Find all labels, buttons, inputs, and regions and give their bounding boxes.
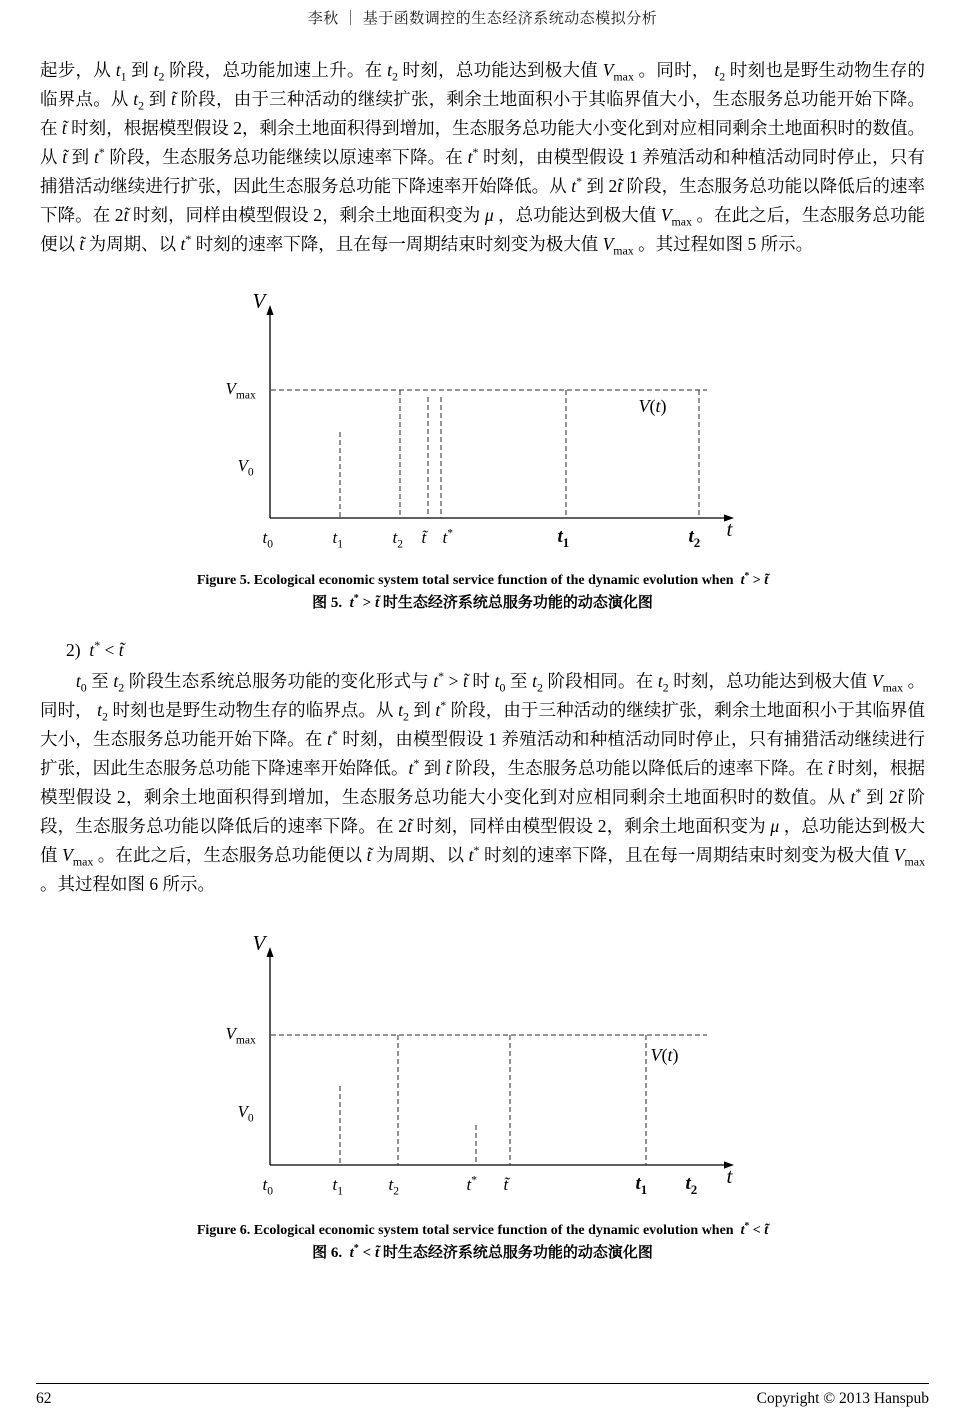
copyright: Copyright © 2013 Hanspub xyxy=(756,1390,929,1407)
figure-5 xyxy=(223,289,743,561)
figure-5-plot xyxy=(223,293,743,561)
vmax-label: $V_{max}$ xyxy=(225,379,256,402)
page-number: 62 xyxy=(36,1390,52,1407)
tick-t0: $t_0$ xyxy=(262,1175,274,1198)
v0-label: $V_0$ xyxy=(237,456,254,479)
tick-second-t2: $t_2$ xyxy=(685,1173,698,1197)
x-axis-label: t xyxy=(726,517,733,541)
y-axis-label: V xyxy=(252,931,266,955)
curve-label: V(t) xyxy=(650,1045,679,1065)
figure-5-caption-en: Figure 5. Ecological economic system total service function of the dynamic evolution when t* > t̃ xyxy=(196,571,769,588)
y-axis-arrow xyxy=(266,305,273,315)
x-axis-label: t xyxy=(726,1164,733,1188)
page-footer xyxy=(36,1383,929,1408)
tick-second-t1: $t_1$ xyxy=(557,526,570,550)
tick-t0: $t_0$ xyxy=(262,528,274,551)
figure-6 xyxy=(223,931,743,1211)
tick-t2: $t_2$ xyxy=(392,528,404,551)
tick-t1: $t_1$ xyxy=(332,1175,344,1198)
tick-t2: $t_2$ xyxy=(388,1175,400,1198)
tick-second-t2: $t_2$ xyxy=(688,526,701,550)
v0-label: $V_0$ xyxy=(237,1102,254,1125)
tick-tstar: t* xyxy=(466,1173,478,1194)
tick-second-t1: $t_1$ xyxy=(635,1173,648,1197)
figure-6-caption-zh: 图 6. t* < t̃ 时生态经济系统总服务功能的动态演化图 xyxy=(312,1243,653,1261)
dashed-guides xyxy=(271,1035,707,1165)
tick-ttilde: t̃ xyxy=(421,528,427,547)
paragraph-2: $t_0$ 至 $t_2$ 阶段生态系统总服务功能的变化形式与 t* > t̃ 时 $t_0$ 至 $t_2$ 阶段相同。在 $t_2$ 时刻，总功能达到极大值 $V_{max}$ 。同时， $t_2$ 时刻也是野生动物生存的临界点。从 $t_2$ 到 t* 阶段，由于三种活动的继续扩张，剩余土地面积小于其临界值大小，生态服务总功能开始下降。在 t* 时刻，由模型假设 1 养殖活动和种植活动同时停止，只有捕猎活动继续进行扩张，因此生态服务总功能下降速率开始降低。t* 到 t̃ 阶段，生态服务总功能以降低后的速率下降。在 t̃ 时刻，根据模型假设 2，剩余土地面积得到增加，生态服务总功能大小变化到对应相同剩余土地面积时的数值。从 t* 到 2t̃ 阶段，生态服务总功能以降低后的速率下降。在 2t̃ 时刻，同样由模型假设 2，剩余土地面积变为 μ ，总功能达到极大值 $V_{max}$ 。在此之后，生态服务总功能便以 t̃ 为周期、以 t* 时刻的速率下降，且在每一周期结束时刻变为极大值 $V_{max}$ 。其过程如图 6 所示。 xyxy=(40,669,926,894)
figure-6-plot xyxy=(223,935,743,1211)
tick-ttilde: t̃ xyxy=(503,1175,509,1194)
vmax-label: $V_{max}$ xyxy=(225,1024,256,1047)
tick-t1: $t_1$ xyxy=(332,528,344,551)
y-axis-label: V xyxy=(252,289,266,313)
curve-label: V(t) xyxy=(638,396,667,416)
figure-6-caption-en: Figure 6. Ecological economic system total service function of the dynamic evolution when t* < t̃ xyxy=(196,1221,769,1238)
page-content xyxy=(0,28,965,1264)
section-heading-2: 2) t* < t̃ xyxy=(66,638,124,660)
y-axis-arrow xyxy=(266,947,273,957)
running-header: 李秋 ｜ 基于函数调控的生态经济系统动态模拟分析 xyxy=(307,11,658,27)
figure-5-caption-zh: 图 5. t* > t̃ 时生态经济系统总服务功能的动态演化图 xyxy=(312,593,653,611)
paragraph-1: 起步，从 $t_1$ 到 $t_2$ 阶段，总功能加速上升。在 $t_2$ 时刻，总功能达到极大值 $V_{max}$ 。同时， $t_2$ 时刻也是野生动物生存的临界点。从 $t_2$ 到 t̃ 阶段，由于三种活动的继续扩张，剩余土地面积小于其临界值大小，生态服务总功能开始下降。在 t̃ 时刻，根据模型假设 2，剩余土地面积得到增加，生态服务总功能大小变化到对应相同剩余土地面积时的数值。从 t̃ 到 t* 阶段，生态服务总功能继续以原速率下降。在 t* 时刻，由模型假设 1 养殖活动和种植活动同时停止，只有捕猎活动继续进行扩张，因此生态服务总功能下降速率开始降低。从 t* 到 2t̃ 阶段，生态服务总功能以降低后的速率下降。在 2t̃ 时刻，同样由模型假设 2，剩余土地面积变为 μ ，总功能达到极大值 $V_{max}$ 。在此之后，生态服务总功能便以 t̃ 为周期、以 t* 时刻的速率下降，且在每一周期结束时刻变为极大值 $V_{max}$ 。其过程如图 5 所示。 xyxy=(40,60,926,258)
tick-tstar: t* xyxy=(442,526,454,547)
